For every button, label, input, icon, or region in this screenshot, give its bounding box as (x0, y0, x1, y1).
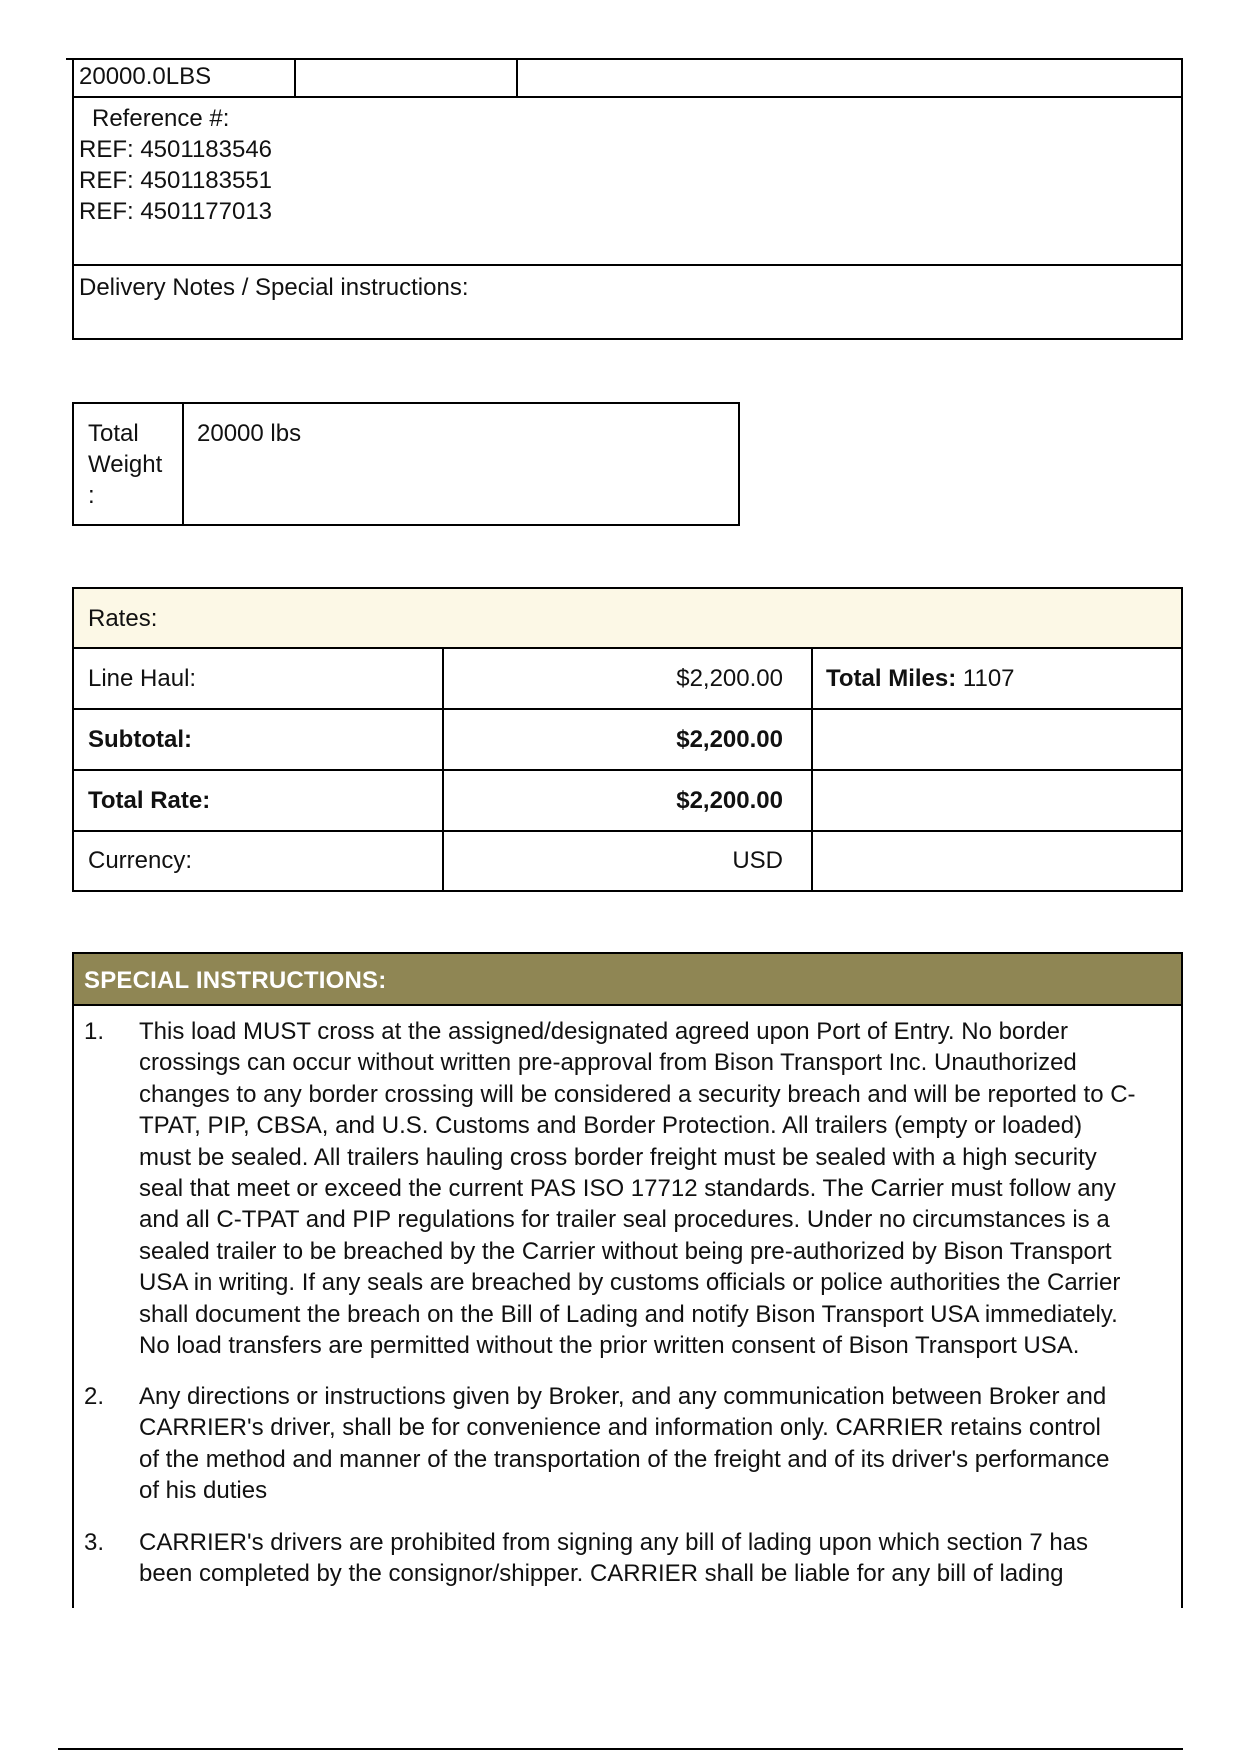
table-divider (182, 402, 184, 526)
table-divider (72, 708, 1183, 710)
delivery-notes-label: Delivery Notes / Special instructions: (79, 274, 469, 301)
special-instructions-title: SPECIAL INSTRUCTIONS: (84, 967, 387, 994)
table-divider (66, 58, 74, 60)
table-divider (72, 264, 1183, 266)
table-divider (72, 830, 1183, 832)
reference-number: REF: 4501183546 (79, 136, 273, 163)
instruction-text: This load MUST cross at the assigned/designated agreed upon Port of Entry. No border crossings can occur without written pre-approval from Bison Transport Inc. Unauthorized changes to any border crossing will be considered a security breach and will be reported to C- TPAT, PIP, CBSA, and U.S. Customs and Border Protection. All trailers (empty or loaded) must be sealed. All trailers hauling cross border freight must be sealed with a high security seal that meet or exceed the current PAS ISO 17712 standards. The Carrier must follow any and all C-TPAT and PIP regulations for trailer seal procedures. Under no circumstances is a sealed trailer to be breached by the Carrier without being pre-authorized by Bison Transport USA in writing. If any seals are breached by customs officials or police authorities the Carrier shall document the breach on the Bill of Lading and notify Bison Transport USA immediately. No load transfers are permitted without the prior written consent of Bison Transport USA. (139, 1018, 1136, 1360)
table-divider (72, 647, 1183, 649)
table-divider (811, 647, 813, 892)
total-miles-value: 1107 (962, 665, 1015, 692)
currency-value: USD (732, 847, 783, 874)
weight-value: 20000.0LBS (79, 63, 212, 90)
instruction-text: Any directions or instructions given by Broker, and any communication between Broker and CARRIER's driver, shall be for convenience and information only. CARRIER retains control of the method and manner of the transportation of the freight and of its driver's performance of his duties (139, 1383, 1110, 1505)
table-divider (294, 58, 296, 96)
table-divider (72, 96, 1183, 98)
instruction-number: 2. (84, 1383, 105, 1410)
table-divider (516, 58, 518, 96)
instruction-number: 1. (84, 1018, 105, 1045)
total-miles (826, 664, 1015, 694)
rates-title: Rates: (88, 605, 158, 632)
table-divider (442, 647, 444, 892)
table-divider (72, 769, 1183, 771)
subtotal-amount: $2,200.00 (676, 726, 783, 753)
line-haul-amount: $2,200.00 (676, 665, 783, 692)
footer-divider (58, 1748, 1183, 1750)
subtotal-label: Subtotal: (88, 726, 192, 753)
reference-number: REF: 4501183551 (79, 167, 273, 194)
total-weight-box (72, 402, 740, 526)
total-weight-value: 20000 lbs (197, 420, 302, 447)
table-divider (72, 1006, 74, 1608)
reference-label: Reference #: (92, 105, 230, 132)
special-instructions-header (72, 952, 1183, 1006)
reference-number: REF: 4501177013 (79, 198, 273, 225)
instruction-number: 3. (84, 1529, 105, 1556)
total-rate-amount: $2,200.00 (676, 787, 783, 814)
total-weight-label: Total Weight : (88, 420, 163, 509)
line-haul-label: Line Haul: (88, 665, 197, 692)
total-miles-label: Total Miles: (826, 665, 957, 692)
instruction-text: CARRIER's drivers are prohibited from signing any bill of lading upon which section 7 has been completed by the consignor/shipper. CARRIER shall be liable for any bill of lading (139, 1529, 1089, 1588)
currency-label: Currency: (88, 847, 193, 874)
total-rate-label: Total Rate: (88, 787, 211, 814)
